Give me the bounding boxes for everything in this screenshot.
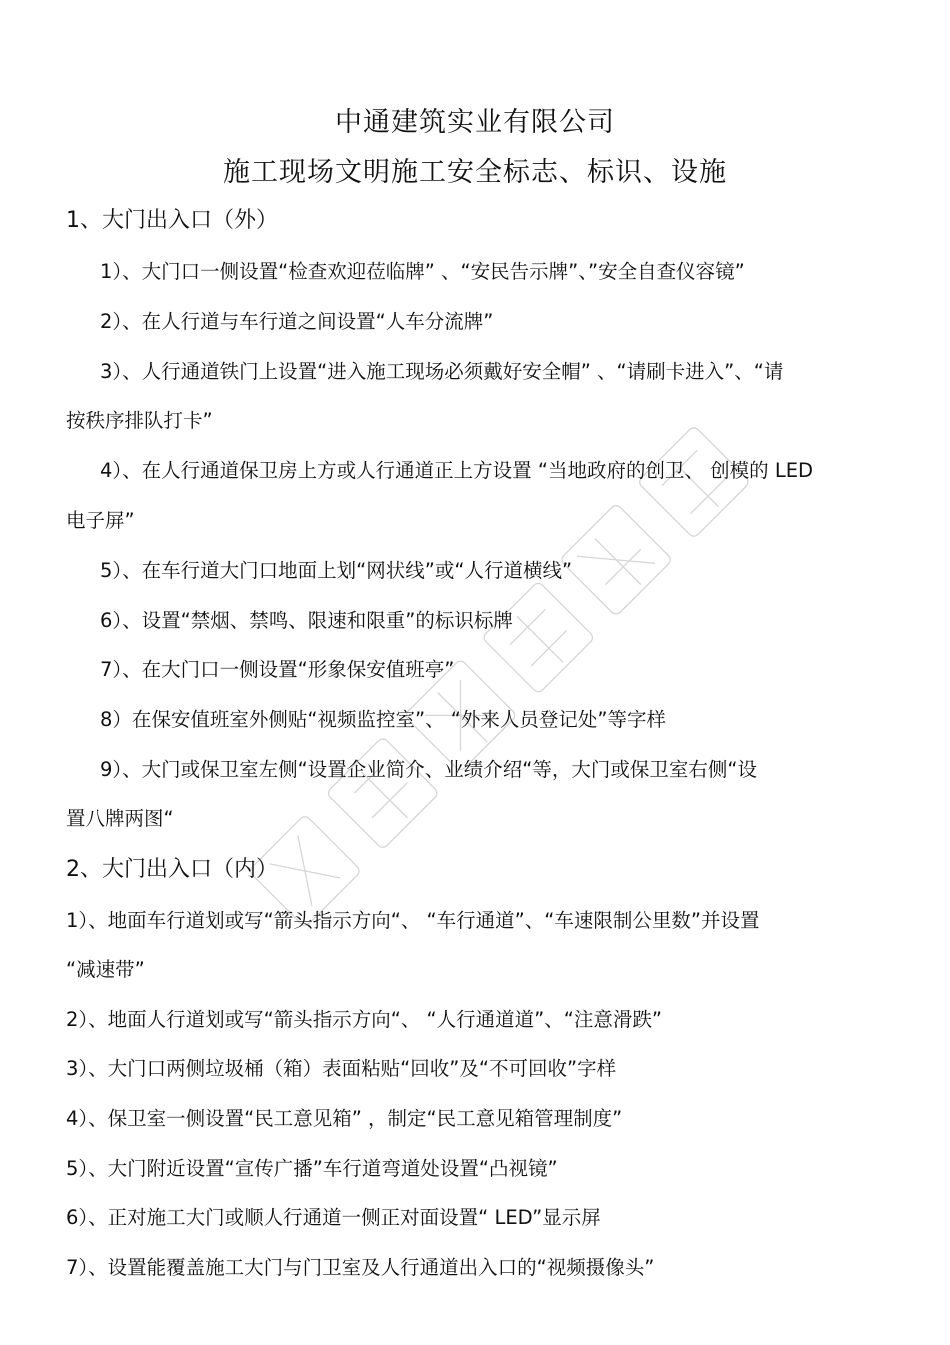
list-item: 6）、设置“禁烟、禁鸣、限速和限重”的标识标牌 — [100, 609, 513, 632]
list-item: 2）、在人行道与车行道之间设置“人车分流牌” — [100, 310, 494, 333]
list-item: 4）、保卫室一侧设置“民工意见箱” ，制定“民工意见箱管理制度” — [66, 1107, 623, 1130]
list-item-continuation: 按秩序排队打卡” — [66, 409, 213, 432]
section-heading-inside: 2、大门出入口（内） — [66, 857, 278, 882]
company-title: 中通建筑实业有限公司 — [335, 107, 615, 138]
list-item: 6）、正对施工大门或顺人行通道一侧正对面设置“ LED”显示屏 — [66, 1206, 601, 1229]
section-heading-outside: 1、大门出入口（外） — [66, 208, 278, 233]
document-title: 施工现场文明施工安全标志、标识、设施 — [223, 157, 727, 188]
list-item: 8）在保安值班室外侧贴“视频监控室”、 “外来人员登记处”等字样 — [100, 708, 667, 731]
list-item: 7）、在大门口一侧设置“形象保安值班亭” — [100, 658, 455, 681]
list-item: 1）、地面车行道划或写“箭头指示方向“、 “车行通道”、“车速限制公里数”并设置 — [66, 909, 760, 932]
list-item: 9）、大门或保卫室左侧“设置企业简介、业绩介绍“等，大门或保卫室右侧“设 — [100, 758, 757, 781]
list-item: 5）、在车行道大门口地面上划“网状线”或“人行道横线” — [100, 559, 573, 582]
list-item: 3）、大门口两侧垃圾桶（箱）表面粘贴“回收”及“不可回收”字样 — [66, 1057, 617, 1080]
list-item-continuation: 电子屏” — [66, 509, 135, 532]
list-item: 2）、地面人行道划或写“箭头指示方向“、 “人行通道道”、“注意滑跌” — [66, 1008, 662, 1031]
list-item-continuation: “减速带” — [66, 958, 145, 981]
list-item-continuation: 置八牌两图“ — [66, 807, 174, 830]
list-item: 3）、人行通道铁门上设置“进入施工现场必须戴好安全帽” 、“请刷卡进入”、“请 — [100, 360, 784, 383]
list-item: 1）、大门口一侧设置“检查欢迎莅临牌” 、“安民告示牌”、”安全自查仪容镜” — [100, 260, 745, 283]
list-item: 4）、在人行通道保卫房上方或人行通道正上方设置 “当地政府的创卫、 创模的 LED — [100, 459, 814, 482]
list-item: 7）、设置能覆盖施工大门与门卫室及人行通道出入口的“视频摄像头” — [66, 1256, 655, 1279]
list-item: 5）、大门附近设置“宣传广播”车行道弯道处设置“凸视镜” — [66, 1157, 558, 1180]
